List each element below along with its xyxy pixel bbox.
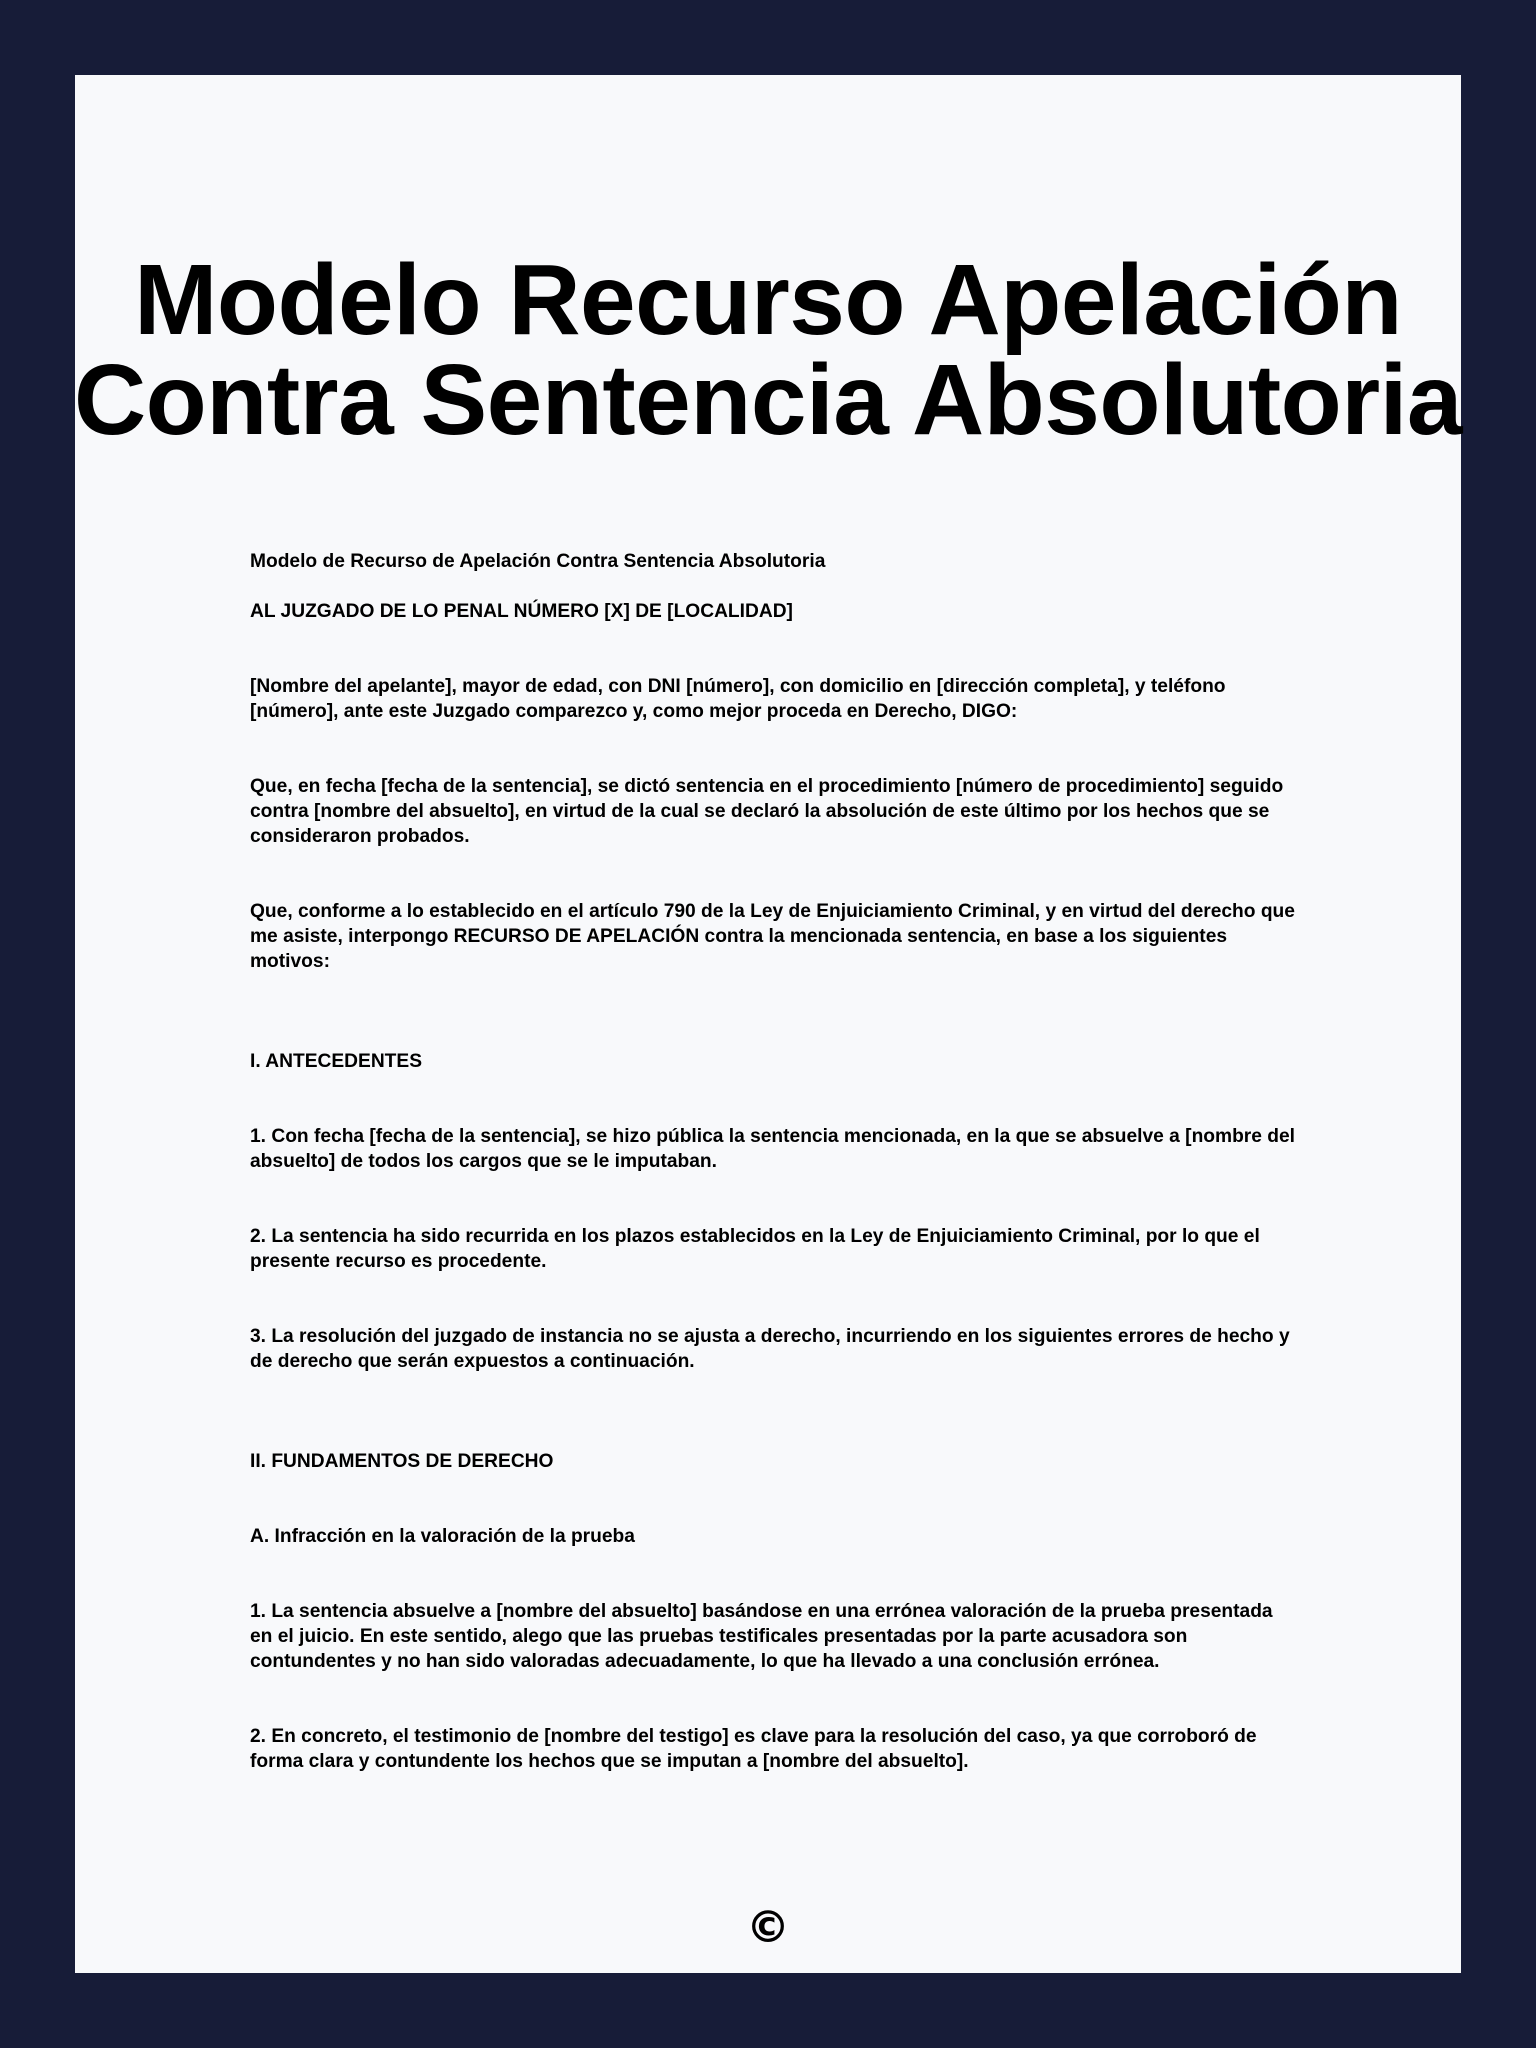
copyright-symbol: © xyxy=(746,1902,790,1953)
paragraph-antecedente-3: 3. La resolución del juzgado de instancia no se ajusta a derecho, incurriendo en los siguientes errores de hecho y de derecho que serán expuestos a continuación. xyxy=(250,1326,1290,1372)
title-line-2: Contra Sentencia Absolutoria xyxy=(73,344,1463,456)
paragraph-fundamento-1: 1. La sentencia absuelve a [nombre del absuelto] basándose en una errónea valoración de la prueba presentada en el juicio. En este sentido, alego que las pruebas testificales presentadas por la parte acusadora son contundentes y no han sido valoradas adecuadamente, lo que ha llevado a una conclusión errónea. xyxy=(250,1601,1273,1672)
section-heading-fundamentos: II. FUNDAMENTOS DE DERECHO xyxy=(250,1451,554,1472)
document-body xyxy=(250,549,1295,1774)
document-title xyxy=(0,244,1536,456)
paragraph-appeal-filing: Que, conforme a lo establecido en el artículo 790 de la Ley de Enjuiciamiento Criminal, y en virtud del derecho que me asiste, interpongo RECURSO DE APELACIÓN contra la mencionada sentencia, en base a los siguientes motivos: xyxy=(250,901,1295,972)
paragraph-fundamento-2: 2. En concreto, el testimonio de [nombre del testigo] es clave para la resolución del caso, ya que corroboró de forma clara y contundente los hechos que se imputan a [nombre del absuelto]. xyxy=(250,1726,1257,1772)
paragraph-antecedente-2: 2. La sentencia ha sido recurrida en los plazos establecidos en la Ley de Enjuiciamiento Criminal, por lo que el presente recurso es procedente. xyxy=(250,1226,1260,1272)
title-line-1: Modelo Recurso Apelación xyxy=(134,244,1402,356)
paragraph-appellant: [Nombre del apelante], mayor de edad, con DNI [número], con domicilio en [dirección completa], y teléfono [número], ante este Juzgado comparezco y, como mejor proceda en Derecho, DIGO: xyxy=(250,676,1226,722)
subsection-heading-valoracion: A. Infracción en la valoración de la prueba xyxy=(250,1526,635,1547)
paragraph-antecedente-1: 1. Con fecha [fecha de la sentencia], se hizo pública la sentencia mencionada, en la que se absuelve a [nombre del absuelto] de todos los cargos que se le imputaban. xyxy=(250,1126,1295,1172)
document-page xyxy=(75,75,1461,1973)
paragraph-addressee: AL JUZGADO DE LO PENAL NÚMERO [X] DE [LOCALIDAD] xyxy=(250,601,793,622)
section-heading-antecedentes: I. ANTECEDENTES xyxy=(250,1051,422,1072)
paragraph-sentence-date: Que, en fecha [fecha de la sentencia], se dictó sentencia en el procedimiento [número de procedimiento] seguido contra [nombre del absuelto], en virtud de la cual se declaró la absolución de este último por los hechos que se consideraron probados. xyxy=(250,776,1284,847)
paragraph-heading: Modelo de Recurso de Apelación Contra Sentencia Absolutoria xyxy=(250,551,826,572)
